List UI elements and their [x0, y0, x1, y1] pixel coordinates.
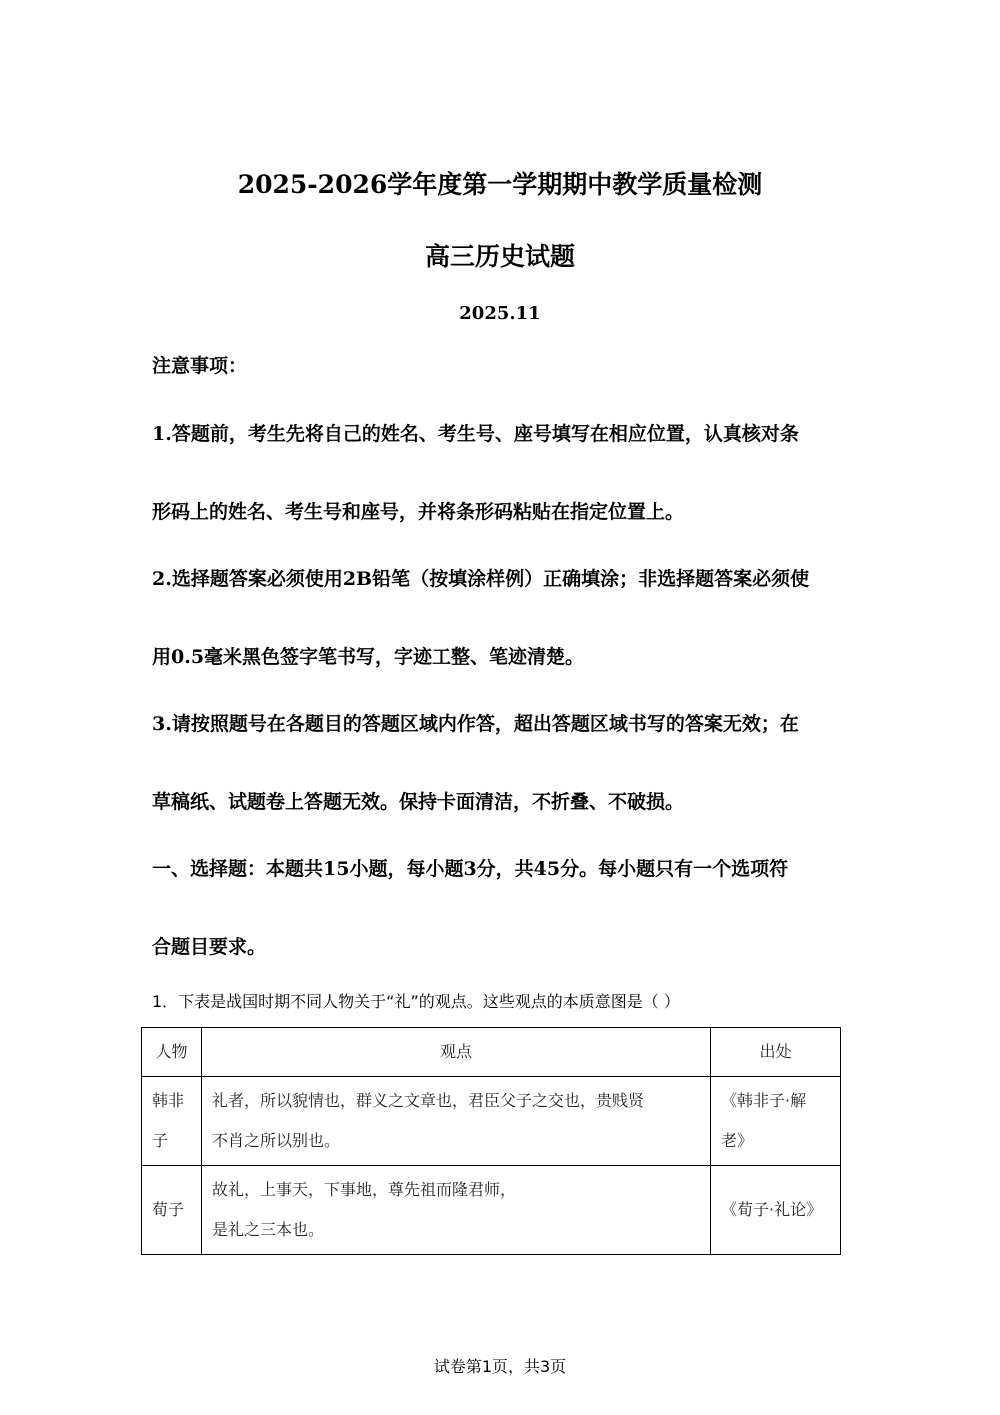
table-header-row [142, 1028, 841, 1077]
exam-title: 2025-2026学年度第一学期期中教学质量检测 [237, 170, 763, 199]
section-heading-cont: 合题目要求。 [152, 936, 267, 958]
table-cell-person: 荀子 [142, 1166, 202, 1255]
table-header-cell: 人物 [142, 1028, 202, 1077]
exam-date: 2025.11 [459, 303, 541, 324]
table-cell-source: 《韩非子·解老》 [711, 1077, 841, 1166]
question-1-table [141, 1027, 841, 1255]
table-cell-view [202, 1077, 711, 1166]
notes-line: 2.选择题答案必须使用2B铅笔（按填涂样例）正确填涂；非选择题答案必须使 [152, 568, 810, 590]
page-footer: 试卷第1页，共3页 [433, 1357, 567, 1376]
table-cell-source: 《荀子·礼论》 [711, 1166, 841, 1255]
table-row [142, 1166, 841, 1255]
view-line: 是礼之三本也。 [212, 1220, 325, 1239]
view-line: 故礼，上事天，下事地，尊先祖而隆君师， [212, 1180, 517, 1199]
notes-heading: 注意事项： [152, 355, 248, 377]
section-heading: 一、选择题：本题共15小题，每小题3分，共45分。每小题只有一个选项符 [152, 858, 789, 880]
notes-line: 1.答题前，考生先将自己的姓名、考生号、座号填写在相应位置，认真核对条 [152, 423, 799, 445]
view-line: 不肖之所以别也。 [212, 1131, 341, 1150]
exam-subject-title: 高三历史试题 [424, 242, 575, 271]
table-cell-view [202, 1166, 711, 1255]
table-row [142, 1077, 841, 1166]
question-1-stem: 1．下表是战国时期不同人物关于“礼”的观点。这些观点的本质意图是（ ） [152, 992, 680, 1011]
notes-line: 用0.5毫米黑色签字笔书写，字迹工整、笔迹清楚。 [152, 646, 585, 668]
table-header-cell: 观点 [202, 1028, 711, 1077]
table-header-cell: 出处 [711, 1028, 841, 1077]
notes-line: 3.请按照题号在各题目的答题区域内作答，超出答题区域书写的答案无效；在 [152, 713, 799, 735]
notes-line: 草稿纸、试题卷上答题无效。保持卡面清洁，不折叠、不破损。 [152, 791, 685, 813]
notes-line: 形码上的姓名、考生号和座号，并将条形码粘贴在指定位置上。 [152, 501, 685, 523]
table-cell-person: 韩非子 [142, 1077, 202, 1166]
view-line: 礼者，所以貌情也，群义之文章也，君臣父子之交也，贵贱贤 [212, 1091, 645, 1110]
